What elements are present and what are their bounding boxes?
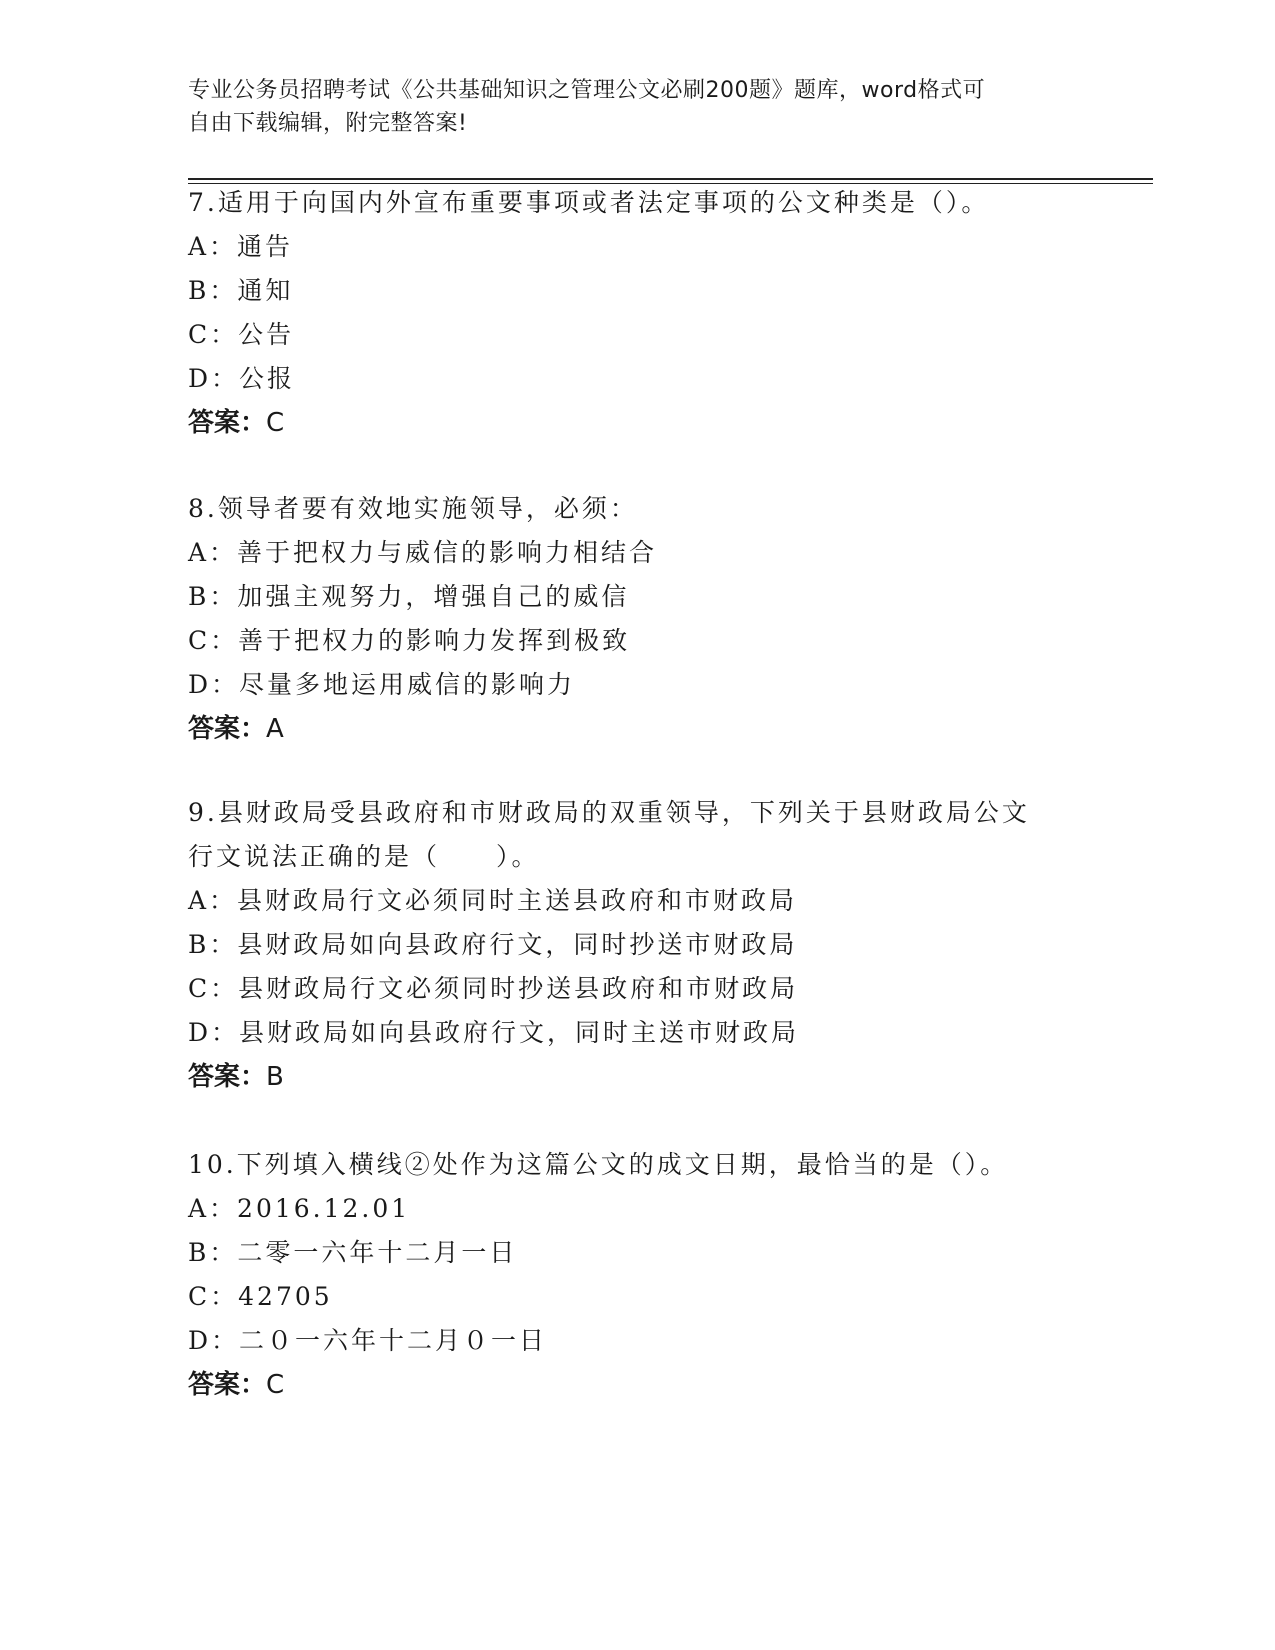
question-9-option-c: C：县财政局行文必须同时抄送县政府和市财政局 — [188, 974, 799, 1003]
question-8-answer — [188, 712, 284, 746]
question-7-answer — [188, 406, 284, 440]
question-10-answer — [188, 1368, 284, 1402]
question-7-option-d: D：公报 — [188, 364, 296, 393]
question-9-stem-line-2: 行文说法正确的是（ ）。 — [188, 842, 540, 871]
question-7-option-c: C：公告 — [188, 320, 295, 349]
question-9-option-d: D：县财政局如向县政府行文，同时主送市财政局 — [188, 1018, 800, 1047]
answer-value: C — [266, 408, 285, 438]
answer-label: 答案： — [188, 408, 267, 438]
question-7-option-a: A：通告 — [188, 232, 294, 261]
header-rule-thin — [188, 183, 1153, 184]
question-7-stem: 7.适用于向国内外宣布重要事项或者法定事项的公文种类是（）。 — [188, 188, 990, 217]
question-9-stem-line-1: 9.县财政局受县政府和市财政局的双重领导，下列关于县财政局公文 — [188, 798, 1030, 827]
question-8-option-a: A：善于把权力与威信的影响力相结合 — [188, 538, 658, 567]
document-header — [188, 74, 1068, 140]
answer-value: A — [266, 714, 284, 744]
question-8-option-b: B：加强主观努力，增强自己的威信 — [188, 582, 630, 611]
question-10-stem: 10.下列填入横线②处作为这篇公文的成文日期，最恰当的是（）。 — [188, 1150, 1009, 1179]
answer-label: 答案： — [188, 714, 267, 744]
header-line-2: 自由下载编辑，附完整答案! — [188, 111, 468, 136]
question-8-stem: 8.领导者要有效地实施领导，必须： — [188, 494, 638, 523]
question-8-option-d: D：尽量多地运用威信的影响力 — [188, 670, 576, 699]
question-8-option-c: C：善于把权力的影响力发挥到极致 — [188, 626, 631, 655]
question-10-option-d: D：二０一六年十二月０一日 — [188, 1326, 548, 1355]
question-9-option-a: A：县财政局行文必须同时主送县政府和市财政局 — [188, 886, 798, 915]
question-10-option-c: C：42705 — [188, 1282, 333, 1311]
question-10-option-b: B：二零一六年十二月一日 — [188, 1238, 518, 1267]
answer-label: 答案： — [188, 1370, 267, 1400]
answer-label: 答案： — [188, 1062, 267, 1092]
answer-value: B — [266, 1062, 284, 1092]
question-7-option-b: B：通知 — [188, 276, 294, 305]
answer-value: C — [266, 1370, 285, 1400]
header-rule-thick — [188, 178, 1153, 180]
question-10-option-a: A：2016.12.01 — [188, 1194, 411, 1223]
header-line-1: 专业公务员招聘考试《公共基础知识之管理公文必刷200题》题库，word格式可 — [188, 78, 986, 103]
question-9-option-b: B：县财政局如向县政府行文，同时抄送市财政局 — [188, 930, 798, 959]
question-9-answer — [188, 1060, 284, 1094]
